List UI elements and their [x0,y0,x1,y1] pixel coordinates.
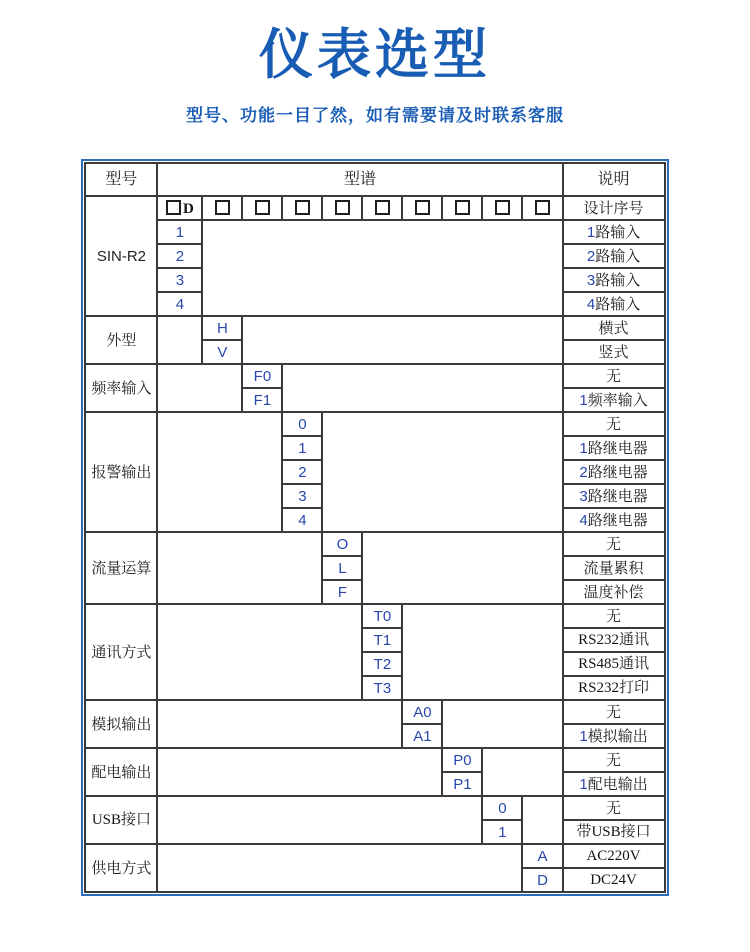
group-label-power-supply: 供电方式 [85,844,157,892]
code-cell: T2 [362,652,402,676]
code-cell: 1 [157,220,202,244]
table-row [85,604,664,628]
table-row [85,364,664,388]
table-row [85,844,664,868]
code-cell: A1 [402,724,442,748]
checkbox-cell [362,196,402,220]
code-cell: 4 [282,508,322,532]
code-cell: T0 [362,604,402,628]
code-cell: O [322,532,362,556]
desc-cell: 无 [563,532,665,556]
table-row [85,748,664,772]
desc-cell: 带USB接口 [563,820,665,844]
code-cell: A [522,844,562,868]
code-cell: F0 [242,364,282,388]
desc-cell: 无 [563,412,665,436]
group-label-usb-port: USB接口 [85,796,157,844]
code-cell: F [322,580,362,604]
spectrum-open-area [482,748,562,796]
desc-cell: 无 [563,748,665,772]
table-row [85,316,664,340]
header-spectrum-col: 型谱 [157,163,562,196]
checkbox-icon [255,200,270,215]
spectrum-open-area [157,412,282,532]
spectrum-open-area [322,412,562,532]
code-cell: T3 [362,676,402,700]
code-cell: 3 [157,268,202,292]
spectrum-open-area [157,796,482,844]
code-cell: P1 [442,772,482,796]
code-cell: 0 [482,796,522,820]
spectrum-open-area [157,364,242,412]
checkbox-icon [295,200,310,215]
spectrum-open-area [202,220,562,316]
spectrum-open-area [157,844,522,892]
header-model-col: 型号 [85,163,157,196]
checkbox-icon [495,200,510,215]
table-row [85,412,664,436]
spectrum-open-area [362,532,562,604]
desc-cell: 无 [563,700,665,724]
table-row [85,220,664,244]
desc-cell: 1路输入 [563,220,665,244]
checkbox-cell [202,196,242,220]
checkbox-cell [442,196,482,220]
desc-cell: 3路输入 [563,268,665,292]
code-cell: L [322,556,362,580]
desc-cell: 2路输入 [563,244,665,268]
desc-cell: 1路继电器 [563,436,665,460]
checkbox-icon [215,200,230,215]
desc-cell: 3路继电器 [563,484,665,508]
checkbox-icon [375,200,390,215]
desc-cell: 1模拟输出 [563,724,665,748]
desc-cell: 设计序号 [563,196,665,220]
group-label-flow-calculation: 流量运算 [85,532,157,604]
desc-cell: 流量累积 [563,556,665,580]
code-cell: H [202,316,242,340]
group-label-model: SIN-R2 [85,196,157,316]
desc-cell: 竖式 [563,340,665,364]
table-row [85,532,664,556]
code-cell: 2 [157,244,202,268]
desc-cell: 无 [563,604,665,628]
checkbox-cell [322,196,362,220]
code-cell: D [522,868,562,892]
design-code-cell [157,196,202,220]
spectrum-open-area [442,700,562,748]
code-cell: 2 [282,460,322,484]
desc-cell: RS232打印 [563,676,665,700]
group-label-shape: 外型 [85,316,157,364]
spectrum-open-area [522,796,562,844]
checkbox-icon [455,200,470,215]
group-label-power-distribution: 配电输出 [85,748,157,796]
desc-cell: 4路继电器 [563,508,665,532]
checkbox-cell [282,196,322,220]
design-code-letter: D [183,200,194,217]
checkbox-icon [335,200,350,215]
desc-cell: AC220V [563,844,665,868]
desc-cell: RS232通讯 [563,628,665,652]
header-description-col: 说明 [563,163,665,196]
selection-table [84,162,665,893]
desc-cell: 温度补偿 [563,580,665,604]
code-cell: 1 [282,436,322,460]
desc-cell: 1配电输出 [563,772,665,796]
desc-cell: 1频率输入 [563,388,665,412]
checkbox-icon [535,200,550,215]
page-title: 仪表选型 [259,25,491,85]
group-label-communication: 通讯方式 [85,604,157,700]
checkbox-cell [242,196,282,220]
code-cell: F1 [242,388,282,412]
desc-cell: RS485通讯 [563,652,665,676]
code-cell: 1 [482,820,522,844]
spectrum-open-area [157,316,202,364]
group-label-alarm-output: 报警输出 [85,412,157,532]
checkbox-icon [166,200,181,215]
spectrum-open-area [402,604,562,700]
desc-cell: 无 [563,796,665,820]
desc-cell: DC24V [563,868,665,892]
group-label-frequency-input: 频率输入 [85,364,157,412]
spectrum-open-area [242,316,562,364]
table-row [85,700,664,724]
desc-cell: 无 [563,364,665,388]
spectrum-open-area [282,364,562,412]
spectrum-open-area [157,604,362,700]
code-cell: V [202,340,242,364]
code-cell: A0 [402,700,442,724]
code-cell: P0 [442,748,482,772]
table-row [85,196,664,220]
desc-cell: 4路输入 [563,292,665,316]
group-label-analog-output: 模拟输出 [85,700,157,748]
checkbox-cell [402,196,442,220]
selection-table-frame [81,159,668,896]
checkbox-cell [522,196,562,220]
code-cell: T1 [362,628,402,652]
desc-cell: 横式 [563,316,665,340]
checkbox-cell [482,196,522,220]
code-cell: 4 [157,292,202,316]
checkbox-icon [415,200,430,215]
desc-cell: 2路继电器 [563,460,665,484]
table-row [85,796,664,820]
spectrum-open-area [157,700,402,748]
spectrum-open-area [157,748,442,796]
spectrum-open-area [157,532,322,604]
page-subtitle: 型号、功能一目了然，如有需要请及时联系客服 [186,106,564,126]
code-cell: 0 [282,412,322,436]
code-cell: 3 [282,484,322,508]
